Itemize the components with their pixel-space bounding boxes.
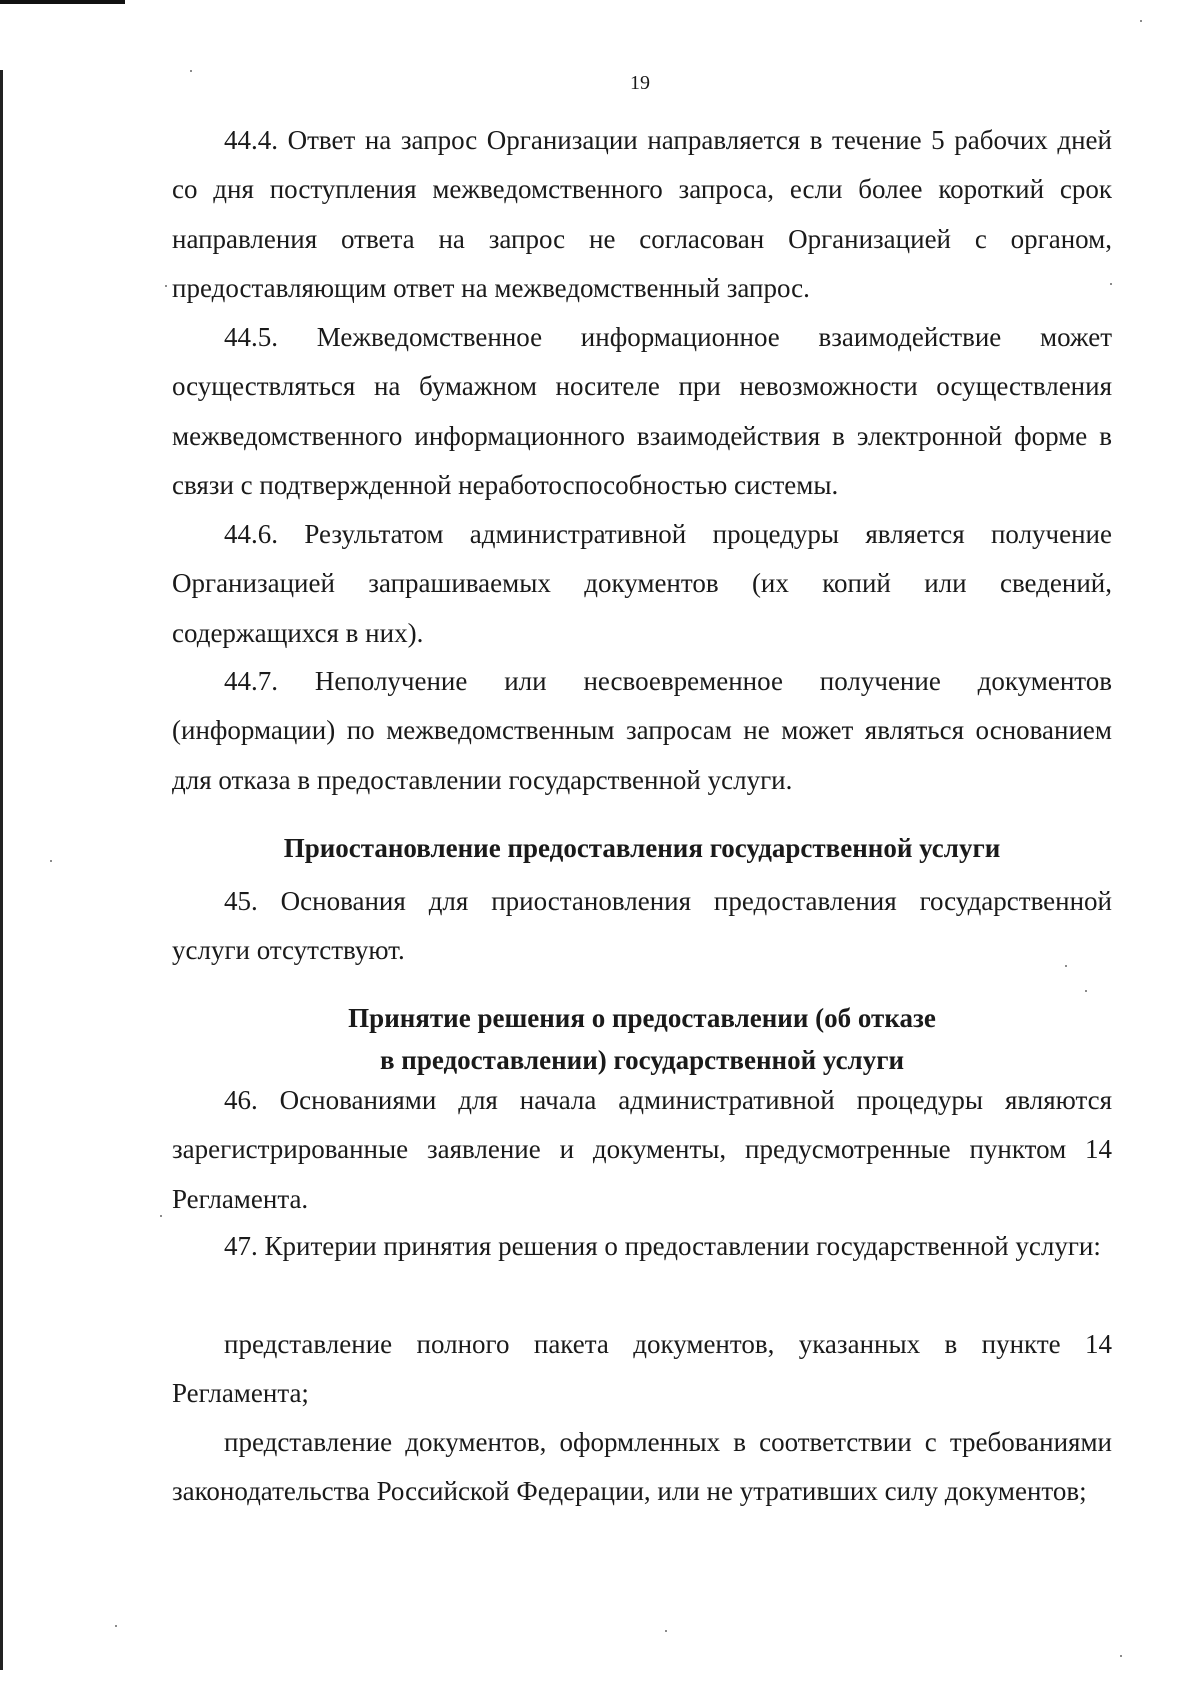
section-heading: Приостановление предоставления государственной услуги <box>283 833 1001 863</box>
scan-speck <box>50 860 52 862</box>
paragraph-text: 45. Основания для приостановления предоставления государственной услуги отсутствуют. <box>172 886 1112 966</box>
paragraph-text: 46. Основаниями для начала административной процедуры являются зарегистрированные заявление и документы, предусмотренные пунктом 14 Регламента. <box>172 1085 1112 1214</box>
scan-speck <box>165 285 167 287</box>
heading-suspension <box>172 828 1112 868</box>
paragraph-44-7 <box>172 657 1112 805</box>
paragraph-text: представление документов, оформленных в соответствии с требованиями законодательства Российской Федерации, или не утративших силу документов; <box>172 1427 1112 1507</box>
paragraph-text: 44.5. Межведомственное информационное взаимодействие может осуществляться на бумажном носителе при невозможности осуществления межведомственного информационного взаимодействия в электронной форме в связи с подтвержденной неработоспособностью системы. <box>172 322 1112 501</box>
scan-speck <box>1120 1655 1122 1657</box>
paragraph-text: 44.7. Неполучение или несвоевременное получение документов (информации) по межведомственным запросам не может являться основанием для отказа в предоставлении государственной услуги. <box>172 666 1112 795</box>
scan-speck <box>1140 20 1142 22</box>
paragraph-44-4 <box>172 116 1112 314</box>
scan-speck <box>1085 990 1087 992</box>
scan-corner-mark <box>0 0 125 4</box>
paragraph-text: 44.4. Ответ на запрос Организации направляется в течение 5 рабочих дней со дня поступления межведомственного запроса, если более короткий срок направления ответа на запрос не согласован Организацией с органом, предоставляющим ответ на межведомственный запрос. <box>172 125 1112 304</box>
section-heading <box>172 997 1112 1081</box>
heading-decision <box>172 997 1112 1081</box>
scan-speck <box>115 1625 117 1627</box>
paragraph-45 <box>172 877 1112 976</box>
paragraph-text: 47. Критерии принятия решения о предоставлении государственной услуги: <box>224 1231 1101 1261</box>
scan-speck <box>160 1215 162 1217</box>
heading-line-2: в предоставлении) государственной услуги <box>379 1045 905 1075</box>
paragraph-47-item-1 <box>172 1320 1112 1419</box>
paragraph-44-5 <box>172 313 1112 511</box>
scan-speck <box>665 1630 667 1632</box>
paragraph-46 <box>172 1076 1112 1224</box>
paragraph-text: 44.6. Результатом административной процедуры является получение Организацией запрашиваемых документов (их копий или сведений, содержащихся в них). <box>172 519 1112 648</box>
paragraph-44-6 <box>172 510 1112 658</box>
heading-line-1: Принятие решения о предоставлении (об отказе <box>348 1003 936 1033</box>
paragraph-47 <box>172 1222 1112 1271</box>
scan-edge-line <box>0 70 3 1670</box>
page-number: 19 <box>630 72 650 94</box>
paragraph-47-item-2 <box>172 1418 1112 1517</box>
paragraph-text: представление полного пакета документов, указанных в пункте 14 Регламента; <box>172 1329 1112 1409</box>
